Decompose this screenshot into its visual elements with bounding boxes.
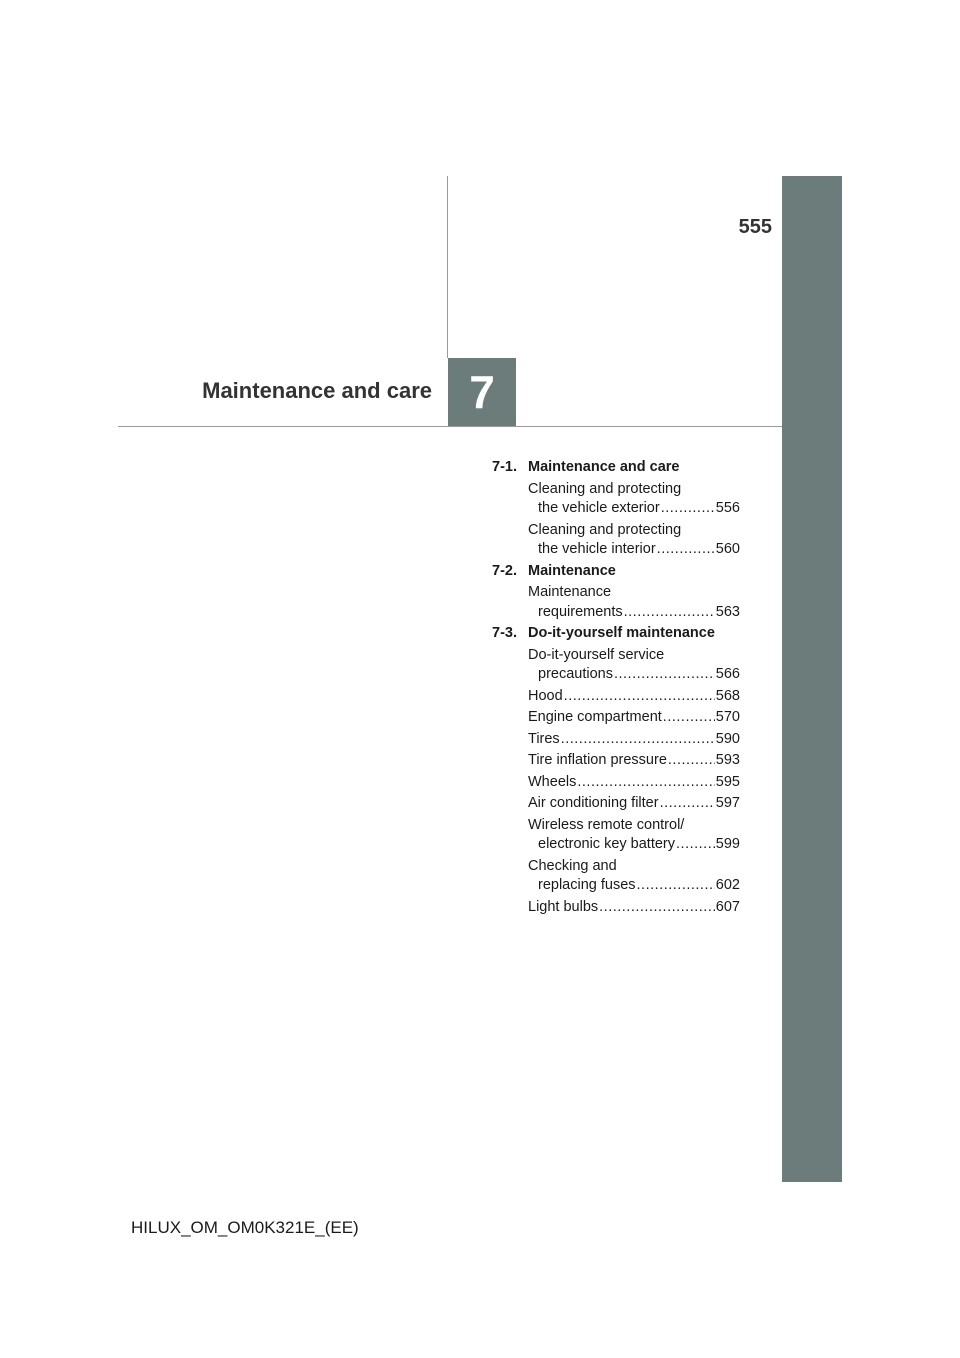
- toc-entry-title: Tire inflation pressure: [528, 752, 667, 768]
- toc-section-number: 7-3.: [492, 625, 517, 641]
- toc-entry-title: Engine compartment: [528, 709, 662, 725]
- toc-entry-title-line1: Cleaning and protecting: [528, 521, 682, 538]
- toc-section: [492, 562, 740, 623]
- toc-entry-page: 560: [715, 541, 740, 557]
- toc-section-title: Maintenance and care: [528, 459, 680, 475]
- toc-entry-line: [528, 603, 740, 623]
- toc-entry[interactable]: [528, 480, 740, 519]
- toc-entry-page: 597: [715, 795, 740, 811]
- side-tab: [782, 176, 842, 1182]
- toc-entry-page: 599: [715, 836, 740, 852]
- dot-leader: [668, 751, 715, 771]
- toc-entry-title: replacing fuses: [538, 877, 636, 893]
- document-code: HILUX_OM_OM0K321E_(EE): [131, 1218, 359, 1237]
- toc-entry-title: Tires: [528, 730, 560, 747]
- toc-section-number: 7-1.: [492, 459, 517, 475]
- toc-section-title: Do-it-yourself maintenance: [528, 625, 715, 641]
- toc-entry-line: [528, 751, 740, 771]
- toc-entry-title: Air conditioning filter: [528, 795, 659, 811]
- toc-entry-title: Light bulbs: [528, 898, 599, 915]
- dot-leader: [561, 730, 715, 750]
- toc-entry-title-line1: Cleaning and protecting: [528, 480, 682, 497]
- toc-entry[interactable]: [528, 794, 740, 814]
- toc-entry-page: 566: [715, 666, 740, 682]
- dot-leader: [564, 687, 715, 707]
- chapter-title: Maintenance and care: [202, 378, 432, 403]
- toc-section-heading[interactable]: [492, 562, 740, 582]
- dot-leader: [660, 794, 715, 814]
- toc-entry-line: [528, 835, 740, 855]
- toc-entry-page: 607: [715, 898, 740, 915]
- dot-leader: [661, 499, 715, 519]
- toc-section-title: Maintenance: [528, 562, 616, 579]
- toc-entry-title: precautions: [538, 666, 613, 682]
- toc-entry[interactable]: [528, 687, 740, 707]
- dot-leader: [614, 665, 715, 685]
- horizontal-rule: [118, 426, 782, 427]
- toc-entry[interactable]: [528, 646, 740, 685]
- toc-entry-title: requirements: [538, 603, 623, 620]
- toc-entry-title-line1: Maintenance: [528, 584, 612, 600]
- toc-entry-line: [528, 499, 740, 519]
- toc-entry-page: 563: [715, 603, 740, 620]
- toc-entry-title: electronic key battery: [538, 836, 676, 852]
- toc-entry-page: 556: [715, 500, 740, 516]
- chapter-number-box: 7: [448, 358, 516, 426]
- toc-entry[interactable]: [528, 751, 740, 771]
- dot-leader: [577, 773, 714, 793]
- toc-entry[interactable]: [528, 857, 740, 896]
- toc-entry-line: [528, 708, 740, 728]
- toc-entry[interactable]: [528, 898, 740, 918]
- toc-entry-title: the vehicle exterior: [538, 500, 660, 516]
- dot-leader: [637, 876, 715, 896]
- toc-entry-line: [528, 687, 740, 707]
- dot-leader: [676, 835, 715, 855]
- table-of-contents: [492, 458, 740, 919]
- toc-entry[interactable]: [528, 708, 740, 728]
- toc-section-heading[interactable]: [492, 624, 740, 644]
- toc-section: [492, 624, 740, 917]
- toc-entry[interactable]: [528, 730, 740, 750]
- toc-entry-line: [528, 898, 740, 918]
- toc-entry-title-line1: Wireless remote control/: [528, 816, 685, 833]
- dot-leader: [599, 898, 715, 918]
- toc-entry[interactable]: [528, 773, 740, 793]
- toc-entry-title-line1: Do-it-yourself service: [528, 646, 665, 663]
- page-number: 555: [738, 216, 772, 238]
- dot-leader: [657, 540, 715, 560]
- toc-entry-title: Wheels: [528, 773, 577, 790]
- toc-entry-line: [528, 794, 740, 814]
- dot-leader: [624, 603, 715, 623]
- toc-entry-list: [492, 480, 740, 560]
- toc-entry[interactable]: [528, 816, 740, 855]
- dot-leader: [663, 708, 715, 728]
- toc-section: [492, 458, 740, 560]
- toc-entry-title-line1: Checking and: [528, 857, 617, 874]
- toc-entry-line: [528, 773, 740, 793]
- toc-entry-page: 602: [715, 877, 740, 893]
- toc-section-heading[interactable]: [492, 458, 740, 478]
- toc-entry-title: the vehicle interior: [538, 541, 656, 557]
- toc-entry[interactable]: [528, 521, 740, 560]
- toc-entry-line: [528, 876, 740, 896]
- vertical-rule: [447, 176, 448, 358]
- toc-entry-page: 593: [715, 752, 740, 768]
- toc-entry-title: Hood: [528, 687, 563, 704]
- toc-entry-page: 570: [715, 709, 740, 725]
- toc-entry-list: [492, 646, 740, 918]
- toc-entry-list: [492, 583, 740, 622]
- toc-entry-page: 590: [715, 730, 740, 747]
- toc-entry-line: [528, 540, 740, 560]
- toc-entry-page: 568: [715, 687, 740, 704]
- toc-entry-line: [528, 665, 740, 685]
- toc-entry-page: 595: [715, 773, 740, 790]
- toc-section-number: 7-2.: [492, 562, 517, 579]
- toc-entry-line: [528, 730, 740, 750]
- toc-entry[interactable]: [528, 583, 740, 622]
